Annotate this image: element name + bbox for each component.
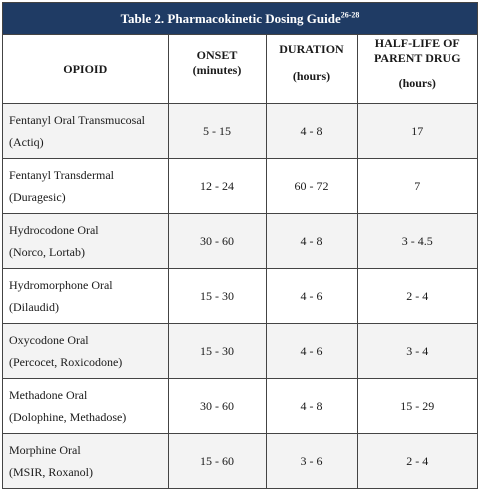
header-duration-label: DURATION (279, 42, 344, 56)
header-onset-unit: (minutes) (192, 63, 242, 77)
onset-cell: 15 - 30 (168, 269, 266, 324)
duration-cell: 4 - 8 (266, 379, 357, 434)
drug-brand: (Percocet, Roxicodone) (9, 355, 123, 369)
drug-name: Morphine Oral (9, 442, 81, 457)
duration-cell: 4 - 8 (266, 104, 357, 159)
drug-cell (3, 324, 168, 379)
dosing-guide-table (2, 2, 478, 489)
onset-cell: 12 - 24 (168, 159, 266, 214)
onset-cell: 5 - 15 (168, 104, 266, 159)
table-row (3, 379, 477, 434)
header-duration-unit: (hours) (292, 69, 331, 83)
header-halflife (357, 35, 477, 104)
halflife-cell: 3 - 4.5 (357, 214, 477, 269)
table-row (3, 269, 477, 324)
halflife-cell: 2 - 4 (357, 434, 477, 489)
header-opioid (3, 35, 168, 104)
drug-cell (3, 159, 168, 214)
drug-name: Fentanyl Oral Transmucosal (9, 112, 145, 127)
header-onset (168, 35, 266, 104)
drug-brand: (Norco, Lortab) (9, 245, 85, 259)
drug-cell (3, 379, 168, 434)
duration-cell: 4 - 6 (266, 269, 357, 324)
header-halflife-label-2: PARENT DRUG (373, 50, 461, 65)
duration-cell: 60 - 72 (266, 159, 357, 214)
drug-cell (3, 104, 168, 159)
table-row (3, 214, 477, 269)
table-row (3, 434, 477, 489)
drug-cell (3, 269, 168, 324)
drug-brand: (MSIR, Roxanol) (9, 465, 93, 479)
drug-cell (3, 434, 168, 489)
header-row (3, 35, 477, 104)
header-opioid-label: OPIOID (63, 61, 108, 76)
halflife-cell: 15 - 29 (357, 379, 477, 434)
drug-brand: (Dilaudid) (9, 300, 59, 314)
table-row (3, 159, 477, 214)
drug-name: Oxycodone Oral (9, 332, 89, 347)
table-title-text: Table 2. Pharmacokinetic Dosing Guide (120, 11, 341, 26)
onset-cell: 30 - 60 (168, 379, 266, 434)
halflife-cell: 2 - 4 (357, 269, 477, 324)
duration-cell: 4 - 8 (266, 214, 357, 269)
halflife-cell: 7 (357, 159, 477, 214)
drug-brand: (Dolophine, Methadose) (9, 410, 127, 424)
header-halflife-label-1: HALF-LIFE OF (374, 35, 460, 50)
onset-cell: 15 - 60 (168, 434, 266, 489)
table-row (3, 324, 477, 379)
drug-cell (3, 214, 168, 269)
table-title (3, 3, 477, 35)
pk-table (3, 35, 477, 488)
drug-name: Fentanyl Transdermal (9, 167, 114, 182)
header-duration (266, 35, 357, 104)
header-halflife-unit: (hours) (398, 75, 436, 90)
onset-cell: 30 - 60 (168, 214, 266, 269)
drug-name: Hydromorphone Oral (9, 277, 113, 292)
halflife-cell: 3 - 4 (357, 324, 477, 379)
table-row (3, 104, 477, 159)
drug-name: Methadone Oral (9, 387, 88, 402)
drug-name: Hydrocodone Oral (9, 222, 99, 237)
duration-cell: 3 - 6 (266, 434, 357, 489)
halflife-cell: 17 (357, 104, 477, 159)
duration-cell: 4 - 6 (266, 324, 357, 379)
drug-brand: (Duragesic) (9, 190, 66, 204)
onset-cell: 15 - 30 (168, 324, 266, 379)
header-onset-label: ONSET (196, 48, 238, 62)
drug-brand: (Actiq) (9, 135, 44, 149)
table-title-reference: 26-28 (340, 10, 360, 20)
